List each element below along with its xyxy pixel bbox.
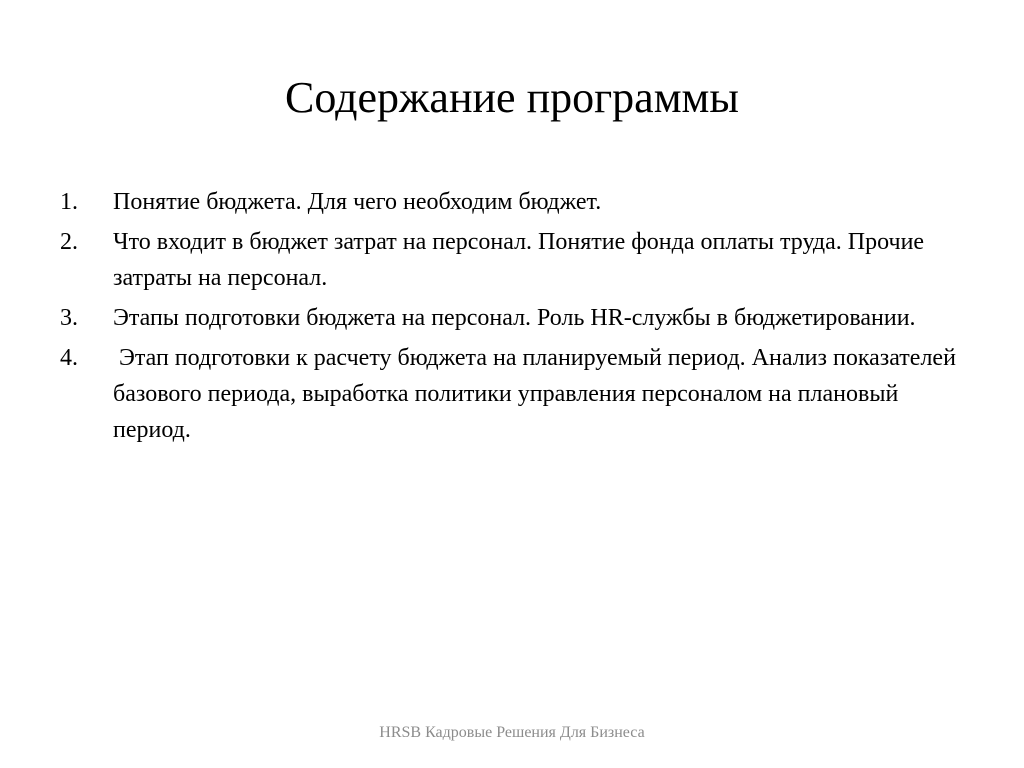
list-item [60, 224, 980, 296]
agenda-list [60, 184, 980, 452]
list-item [60, 184, 980, 220]
list-item [60, 340, 980, 448]
list-item [60, 300, 980, 336]
list-item-text: Этапы подготовки бюджета на персонал. Роль HR-службы в бюджетировании. [113, 305, 916, 331]
list-item-text: Этап подготовки к расчету бюджета на планируемый период. Анализ показателей базового периода, выработка политики управления персоналом на плановый период. [113, 345, 962, 443]
list-item-text: Что входит в бюджет затрат на персонал. Понятие фонда оплаты труда. Прочие затраты на персонал. [113, 229, 931, 291]
slide-title: Содержание программы [285, 73, 739, 122]
list-item-text: Понятие бюджета. Для чего необходим бюджет. [113, 189, 602, 215]
list-item-number: 4. [60, 345, 78, 371]
list-item-number: 1. [60, 189, 78, 215]
list-item-number: 3. [60, 305, 78, 331]
list-item-number: 2. [60, 229, 78, 255]
slide-footer: HRSB Кадровые Решения Для Бизнеса [379, 724, 645, 741]
